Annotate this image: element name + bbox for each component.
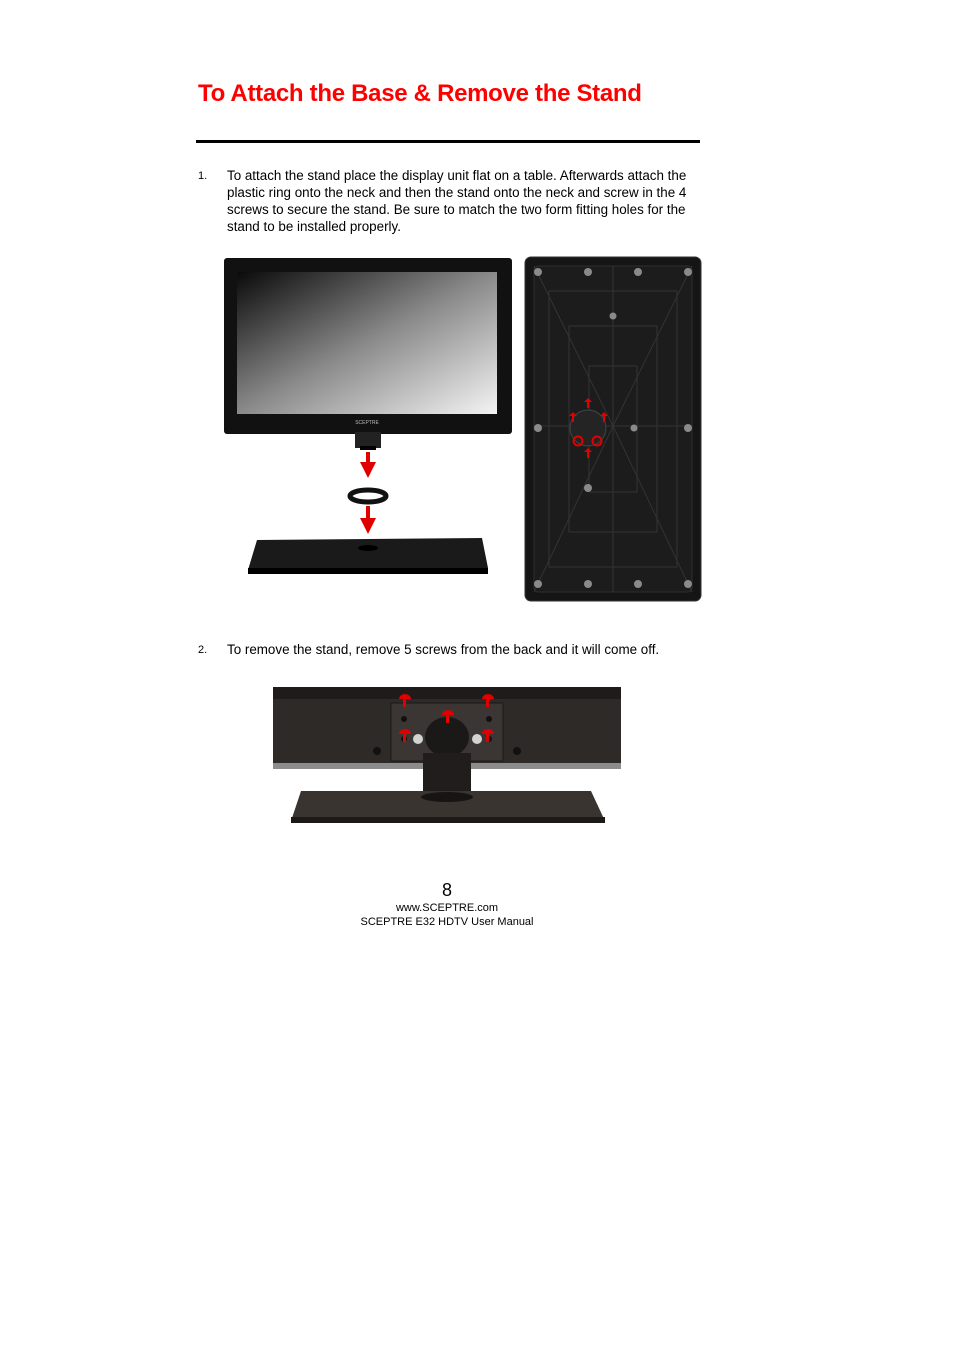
footer-website: www.SCEPTRE.com: [395, 902, 499, 914]
title-divider: [196, 140, 700, 143]
step-1-text: To attach the stand place the display unit flat on a table. Afterwards attach the plastic ring onto the neck and then the stand onto the neck and screw in the 4 screws to secure the stand. Be sure to match the two form fitting holes for the stand to be installed properly.: [227, 168, 687, 234]
tv-brand-label: SCEPTRE: [355, 420, 379, 426]
tv-back-screws-figure: [273, 687, 621, 825]
step-1-number: 1.: [198, 170, 208, 182]
base-underside-figure: [524, 256, 702, 602]
footer-manual-title: SCEPTRE E32 HDTV User Manual: [360, 916, 534, 928]
page-number: 8: [441, 880, 452, 900]
step-2-text: To remove the stand, remove 5 screws from the back and it will come off.: [227, 642, 660, 657]
page-title: To Attach the Base & Remove the Stand: [198, 80, 642, 107]
tv-attach-figure: [222, 256, 514, 578]
step-2-number: 2.: [198, 644, 208, 656]
